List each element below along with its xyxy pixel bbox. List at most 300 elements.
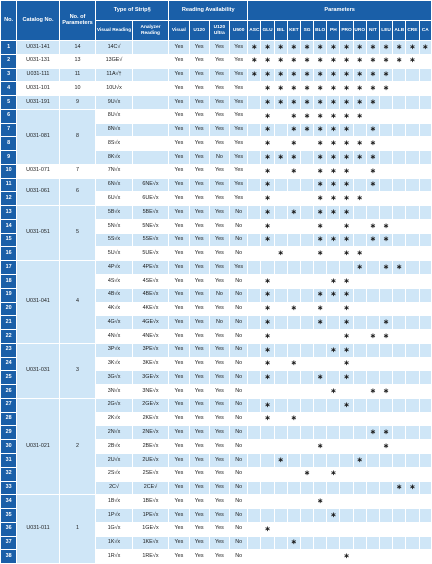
strip-analyzer-reading: 2BE√x [132, 440, 169, 454]
parameter-cell-uro [353, 412, 366, 426]
strip-analyzer-reading: 1RE√x [132, 550, 169, 564]
strip-analyzer-reading: 4NE√x [132, 330, 169, 344]
reading-u500: Yes [230, 151, 248, 165]
parameter-cell-alb [393, 426, 406, 440]
parameter-cell-ph: ∗ [327, 137, 340, 151]
parameter-cell-ph: ∗ [327, 41, 340, 55]
parameter-cell-glu [261, 509, 274, 523]
parameter-cell-pro: ∗ [340, 330, 353, 344]
reading-u500: No [230, 371, 248, 385]
parameter-cell-glu [261, 247, 274, 261]
parameter-cell-bil [274, 219, 287, 233]
parameter-cell-bil [274, 316, 287, 330]
strip-visual-reading: 5N√x [96, 219, 132, 233]
reading-u120: Yes [189, 330, 209, 344]
parameter-cell-bil [274, 371, 287, 385]
row-number: 5 [1, 96, 17, 110]
reading-visual: Yes [169, 536, 189, 550]
row-number: 37 [1, 536, 17, 550]
parameter-cell-asc: ∗ [248, 54, 261, 68]
header-param-alb: ALB [393, 21, 406, 41]
parameter-cell-alb: ∗ [393, 481, 406, 495]
parameter-cell-blo [314, 412, 327, 426]
parameter-cell-blo [314, 481, 327, 495]
parameter-cell-cre [406, 82, 419, 96]
strip-analyzer-reading: 5SE√x [132, 233, 169, 247]
parameter-cell-uro: ∗ [353, 68, 366, 82]
parameter-cell-blo: ∗ [314, 440, 327, 454]
parameter-cell-ca [419, 426, 432, 440]
catalog-number: U031-051 [17, 206, 60, 261]
strip-visual-reading: 11A√† [96, 68, 132, 82]
parameter-cell-sg: ∗ [300, 109, 313, 123]
parameter-cell-alb [393, 192, 406, 206]
parameter-cell-uro [353, 509, 366, 523]
parameter-cell-alb [393, 550, 406, 564]
strip-analyzer-reading [132, 82, 169, 96]
parameter-cell-cre [406, 343, 419, 357]
parameter-cell-sg [300, 164, 313, 178]
parameter-cell-ca [419, 509, 432, 523]
parameter-cell-ket: ∗ [287, 151, 300, 165]
catalog-number: U031-131 [17, 54, 60, 68]
strip-analyzer-reading [132, 68, 169, 82]
parameter-cell-uro [353, 206, 366, 220]
parameter-cell-blo [314, 398, 327, 412]
reading-u120-ultra: Yes [209, 371, 229, 385]
reading-u120: Yes [189, 550, 209, 564]
reading-u120-ultra: Yes [209, 536, 229, 550]
parameter-cell-leu [379, 343, 392, 357]
parameter-cell-ket: ∗ [287, 302, 300, 316]
parameter-cell-cre [406, 522, 419, 536]
header-param-leu: LEU [379, 21, 392, 41]
parameter-cell-ph: ∗ [327, 164, 340, 178]
header-u120: U120 [189, 21, 209, 41]
parameter-cell-sg [300, 343, 313, 357]
reading-u500: No [230, 453, 248, 467]
reading-u500: Yes [230, 164, 248, 178]
parameter-cell-cre [406, 206, 419, 220]
header-param-sg: SG [300, 21, 313, 41]
parameter-cell-ket: ∗ [287, 96, 300, 110]
parameter-cell-cre [406, 288, 419, 302]
parameter-cell-asc [248, 357, 261, 371]
reading-visual: Yes [169, 219, 189, 233]
strip-visual-reading: 4G√x [96, 316, 132, 330]
parameter-cell-ph [327, 481, 340, 495]
reading-u120: Yes [189, 192, 209, 206]
parameter-cell-bil [274, 357, 287, 371]
reading-u500: No [230, 206, 248, 220]
parameter-cell-uro [353, 164, 366, 178]
header-param-cre: CRE [406, 21, 419, 41]
strip-visual-reading: 2C√ [96, 481, 132, 495]
parameter-cell-ket [287, 192, 300, 206]
strip-analyzer-reading: 4PE√x [132, 261, 169, 275]
parameter-cell-leu [379, 357, 392, 371]
parameter-cell-alb [393, 536, 406, 550]
parameter-cell-cre [406, 96, 419, 110]
parameter-cell-pro: ∗ [340, 151, 353, 165]
parameter-cell-nit [366, 206, 379, 220]
reading-visual: Yes [169, 54, 189, 68]
reading-u120: Yes [189, 536, 209, 550]
parameter-cell-uro [353, 275, 366, 289]
reading-u500: No [230, 233, 248, 247]
parameter-cell-ket [287, 522, 300, 536]
parameter-cell-ph [327, 302, 340, 316]
catalog-number: U031-191 [17, 96, 60, 110]
reading-visual: Yes [169, 522, 189, 536]
parameter-cell-cre [406, 330, 419, 344]
parameter-cell-ph [327, 550, 340, 564]
parameter-cell-blo [314, 550, 327, 564]
row-number: 1 [1, 41, 17, 55]
strip-analyzer-reading: 5BE√x [132, 206, 169, 220]
parameter-cell-nit [366, 440, 379, 454]
parameter-cell-leu [379, 467, 392, 481]
parameter-cell-pro: ∗ [340, 41, 353, 55]
reading-visual: Yes [169, 509, 189, 523]
parameter-cell-cre [406, 109, 419, 123]
row-number: 7 [1, 123, 17, 137]
parameter-cell-glu: ∗ [261, 219, 274, 233]
reading-u500: Yes [230, 137, 248, 151]
parameter-cell-alb [393, 288, 406, 302]
parameter-cell-pro: ∗ [340, 302, 353, 316]
parameter-cell-nit: ∗ [366, 233, 379, 247]
parameter-cell-ca [419, 398, 432, 412]
parameter-cell-sg [300, 151, 313, 165]
parameter-cell-blo [314, 536, 327, 550]
parameter-cell-cre: ∗ [406, 481, 419, 495]
row-number: 13 [1, 206, 17, 220]
parameter-cell-bil: ∗ [274, 41, 287, 55]
reading-visual: Yes [169, 82, 189, 96]
parameter-cell-cre [406, 371, 419, 385]
reading-u120-ultra: Yes [209, 522, 229, 536]
parameter-cell-pro: ∗ [340, 96, 353, 110]
parameter-cell-cre: ∗ [406, 41, 419, 55]
parameter-cell-bil [274, 164, 287, 178]
reading-u120: Yes [189, 495, 209, 509]
parameter-cell-pro [340, 495, 353, 509]
parameter-cell-leu: ∗ [379, 233, 392, 247]
parameter-cell-ph [327, 219, 340, 233]
row-number: 20 [1, 302, 17, 316]
parameter-cell-alb [393, 398, 406, 412]
table-row [1, 82, 432, 96]
parameter-cell-sg: ∗ [300, 82, 313, 96]
parameter-cell-alb [393, 137, 406, 151]
header-param-uro: URO [353, 21, 366, 41]
parameter-cell-alb [393, 275, 406, 289]
parameter-cell-uro: ∗ [353, 261, 366, 275]
parameter-cell-cre [406, 137, 419, 151]
parameter-cell-ph: ∗ [327, 109, 340, 123]
strip-analyzer-reading [132, 54, 169, 68]
parameter-cell-ket: ∗ [287, 109, 300, 123]
parameter-cell-ket: ∗ [287, 164, 300, 178]
strip-analyzer-reading: 1KE√x [132, 536, 169, 550]
row-number: 29 [1, 426, 17, 440]
parameter-cell-blo: ∗ [314, 316, 327, 330]
parameter-cell-ph: ∗ [327, 467, 340, 481]
parameter-cell-glu: ∗ [261, 151, 274, 165]
parameter-count: 5 [59, 206, 95, 261]
reading-u120: Yes [189, 82, 209, 96]
strip-visual-reading: 3N√x [96, 385, 132, 399]
parameter-cell-ket [287, 219, 300, 233]
reading-visual: Yes [169, 453, 189, 467]
parameter-cell-ca [419, 536, 432, 550]
header-u500: U500 [230, 21, 248, 41]
parameter-cell-asc [248, 275, 261, 289]
parameter-cell-ca [419, 247, 432, 261]
parameter-cell-glu: ∗ [261, 164, 274, 178]
strip-analyzer-reading: 3PE√x [132, 343, 169, 357]
parameter-cell-leu [379, 371, 392, 385]
reading-u120-ultra: Yes [209, 233, 229, 247]
parameter-cell-bil [274, 398, 287, 412]
parameter-cell-glu: ∗ [261, 398, 274, 412]
parameter-cell-blo [314, 330, 327, 344]
parameter-cell-ph: ∗ [327, 275, 340, 289]
reading-u120: Yes [189, 509, 209, 523]
parameter-cell-uro [353, 550, 366, 564]
reading-u500: No [230, 330, 248, 344]
reading-u120-ultra: Yes [209, 467, 229, 481]
reading-u120-ultra: Yes [209, 41, 229, 55]
parameter-cell-pro [340, 426, 353, 440]
parameter-cell-sg [300, 495, 313, 509]
parameter-cell-blo [314, 453, 327, 467]
parameter-cell-sg [300, 247, 313, 261]
reading-u500: No [230, 398, 248, 412]
parameter-cell-pro: ∗ [340, 123, 353, 137]
parameter-cell-blo: ∗ [314, 206, 327, 220]
reading-u120: Yes [189, 219, 209, 233]
reading-u120: Yes [189, 123, 209, 137]
parameter-cell-blo: ∗ [314, 192, 327, 206]
strip-analyzer-reading: 4BE√x [132, 288, 169, 302]
row-number: 26 [1, 385, 17, 399]
parameter-cell-leu [379, 509, 392, 523]
parameter-cell-asc [248, 522, 261, 536]
table-row [1, 68, 432, 82]
reading-u500: No [230, 481, 248, 495]
parameter-cell-ca [419, 219, 432, 233]
parameter-cell-cre [406, 261, 419, 275]
parameter-cell-pro: ∗ [340, 343, 353, 357]
reading-u120: Yes [189, 481, 209, 495]
reading-u120: Yes [189, 316, 209, 330]
parameter-cell-nit [366, 481, 379, 495]
reading-visual: Yes [169, 206, 189, 220]
parameter-cell-sg [300, 288, 313, 302]
parameter-cell-uro [353, 467, 366, 481]
parameter-cell-cre [406, 467, 419, 481]
reading-u120-ultra: Yes [209, 481, 229, 495]
parameter-cell-leu [379, 398, 392, 412]
parameter-cell-uro [353, 219, 366, 233]
parameter-cell-uro: ∗ [353, 192, 366, 206]
parameter-cell-blo: ∗ [314, 151, 327, 165]
parameter-cell-asc [248, 151, 261, 165]
parameter-cell-cre [406, 495, 419, 509]
parameter-cell-pro [340, 467, 353, 481]
parameter-cell-blo [314, 509, 327, 523]
parameter-count: 14 [59, 41, 95, 55]
reading-u120-ultra: Yes [209, 495, 229, 509]
strip-visual-reading: 5U√x [96, 247, 132, 261]
parameter-cell-glu: ∗ [261, 82, 274, 96]
parameter-cell-sg [300, 178, 313, 192]
parameter-cell-pro: ∗ [340, 288, 353, 302]
row-number: 34 [1, 495, 17, 509]
parameter-cell-bil: ∗ [274, 82, 287, 96]
parameter-cell-ph [327, 261, 340, 275]
parameter-cell-blo [314, 275, 327, 289]
row-number: 4 [1, 82, 17, 96]
strip-analyzer-reading: 6UE√x [132, 192, 169, 206]
parameter-cell-leu [379, 192, 392, 206]
header-reading-availability: Reading Availability [169, 1, 248, 21]
parameter-cell-ph: ∗ [327, 178, 340, 192]
table-row [1, 343, 432, 357]
strip-analyzer-reading [132, 151, 169, 165]
parameter-cell-ph: ∗ [327, 233, 340, 247]
parameter-cell-leu [379, 550, 392, 564]
parameter-cell-sg [300, 137, 313, 151]
strip-visual-reading: 1P√x [96, 509, 132, 523]
row-number: 23 [1, 343, 17, 357]
parameter-cell-alb [393, 82, 406, 96]
reading-visual: Yes [169, 426, 189, 440]
parameter-cell-ca [419, 288, 432, 302]
parameter-cell-ket [287, 467, 300, 481]
reading-visual: Yes [169, 96, 189, 110]
parameter-cell-blo: ∗ [314, 96, 327, 110]
reading-u500: Yes [230, 96, 248, 110]
parameter-cell-cre [406, 357, 419, 371]
parameter-cell-bil [274, 522, 287, 536]
parameter-cell-cre [406, 275, 419, 289]
reading-u120-ultra: Yes [209, 357, 229, 371]
table-row [1, 178, 432, 192]
parameter-cell-bil: ∗ [274, 96, 287, 110]
parameter-cell-nit: ∗ [366, 96, 379, 110]
reading-u500: No [230, 440, 248, 454]
parameter-cell-pro: ∗ [340, 206, 353, 220]
parameter-cell-blo: ∗ [314, 123, 327, 137]
parameter-cell-ket [287, 495, 300, 509]
reading-u120: Yes [189, 96, 209, 110]
parameter-cell-ca [419, 302, 432, 316]
header-num-parameters: No. of Parameters [59, 1, 95, 41]
parameter-cell-cre [406, 192, 419, 206]
parameter-cell-ca [419, 261, 432, 275]
parameter-cell-ca [419, 371, 432, 385]
parameter-cell-glu: ∗ [261, 412, 274, 426]
parameter-cell-ket: ∗ [287, 68, 300, 82]
parameter-cell-cre [406, 316, 419, 330]
row-number: 2 [1, 54, 17, 68]
parameter-cell-asc [248, 137, 261, 151]
parameter-cell-ket [287, 261, 300, 275]
parameter-cell-glu [261, 495, 274, 509]
parameter-cell-sg: ∗ [300, 467, 313, 481]
reading-u120-ultra: Yes [209, 412, 229, 426]
parameter-cell-glu: ∗ [261, 192, 274, 206]
parameter-cell-ph [327, 316, 340, 330]
reading-visual: Yes [169, 467, 189, 481]
parameter-count: 13 [59, 54, 95, 68]
parameter-cell-alb [393, 357, 406, 371]
reading-visual: Yes [169, 398, 189, 412]
strip-visual-reading: 6U√x [96, 192, 132, 206]
header-visual-reading: Visual Reading [96, 21, 132, 41]
reading-u120: Yes [189, 467, 209, 481]
reading-u120: Yes [189, 385, 209, 399]
parameter-cell-nit: ∗ [366, 54, 379, 68]
parameter-cell-ca [419, 481, 432, 495]
parameter-cell-asc [248, 453, 261, 467]
header-param-nit: NIT [366, 21, 379, 41]
parameter-cell-sg [300, 357, 313, 371]
parameter-cell-bil [274, 137, 287, 151]
parameter-cell-pro: ∗ [340, 82, 353, 96]
row-number: 14 [1, 219, 17, 233]
parameter-cell-ca [419, 137, 432, 151]
catalog-number: U031-071 [17, 164, 60, 178]
parameter-cell-nit [366, 522, 379, 536]
parameter-cell-ca [419, 316, 432, 330]
reading-u500: Yes [230, 68, 248, 82]
reading-u500: No [230, 357, 248, 371]
strip-visual-reading: 2G√x [96, 398, 132, 412]
reading-visual: Yes [169, 137, 189, 151]
parameter-cell-asc [248, 440, 261, 454]
parameter-cell-pro: ∗ [340, 550, 353, 564]
parameter-cell-pro: ∗ [340, 233, 353, 247]
reading-u120: Yes [189, 164, 209, 178]
parameter-cell-uro [353, 343, 366, 357]
parameter-cell-glu: ∗ [261, 68, 274, 82]
parameter-cell-ket: ∗ [287, 357, 300, 371]
parameter-cell-asc [248, 261, 261, 275]
parameter-cell-uro [353, 522, 366, 536]
parameter-cell-ket [287, 550, 300, 564]
parameter-cell-uro: ∗ [353, 453, 366, 467]
parameter-cell-sg [300, 371, 313, 385]
parameter-cell-ca [419, 467, 432, 481]
reading-u120-ultra: Yes [209, 178, 229, 192]
parameter-cell-blo: ∗ [314, 219, 327, 233]
parameter-cell-blo [314, 426, 327, 440]
reading-u120-ultra: Yes [209, 137, 229, 151]
parameter-cell-pro: ∗ [340, 219, 353, 233]
reading-visual: Yes [169, 385, 189, 399]
parameter-cell-ph: ∗ [327, 192, 340, 206]
parameter-cell-pro [340, 440, 353, 454]
parameter-cell-asc [248, 233, 261, 247]
parameter-cell-uro [353, 302, 366, 316]
reading-u500: No [230, 467, 248, 481]
parameter-cell-alb [393, 509, 406, 523]
parameter-cell-leu [379, 151, 392, 165]
